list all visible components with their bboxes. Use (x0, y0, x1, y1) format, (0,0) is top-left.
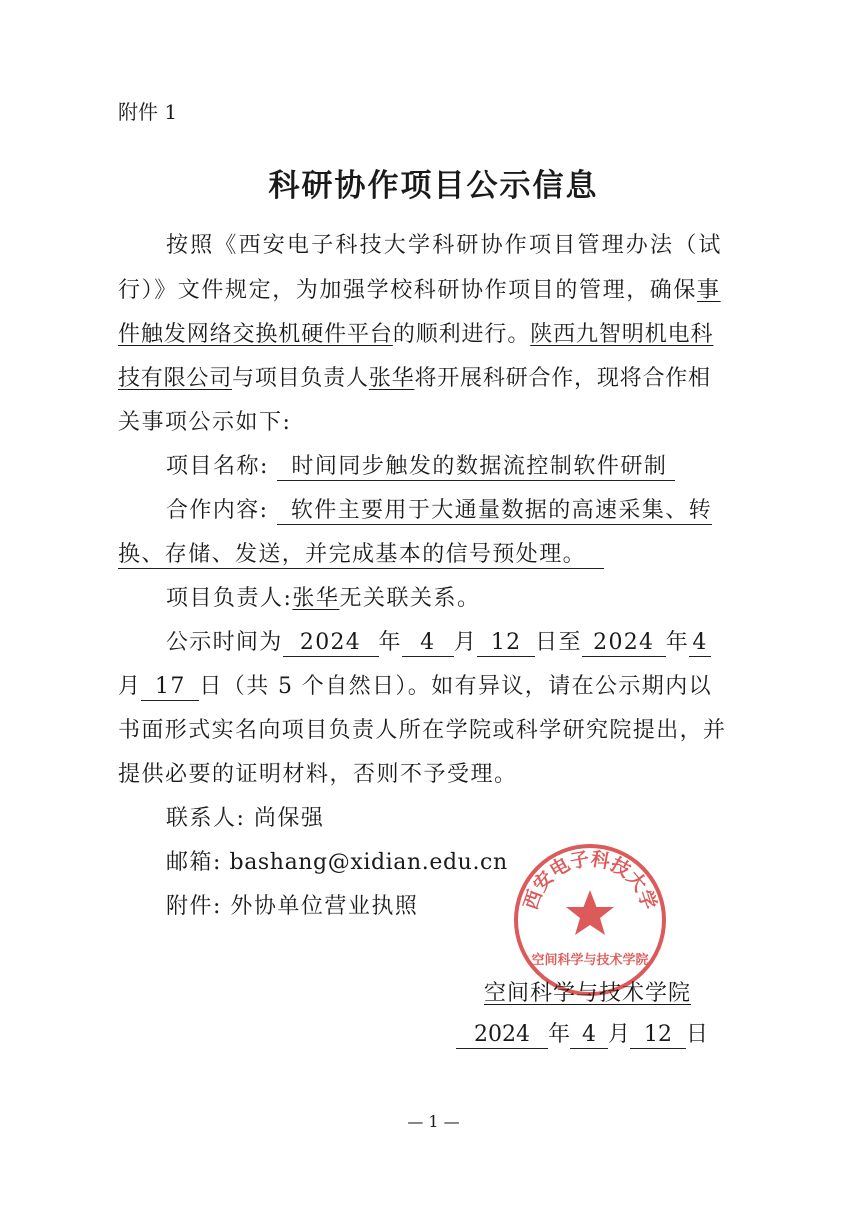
intro-text: 按照《西安电子科技大学科研协作项目管理办法（试 (166, 233, 723, 258)
signature-year: 2024 (456, 1022, 548, 1049)
start-year: 2024 (283, 630, 379, 657)
project-name-value: 时间同步触发的数据流控制软件研制 (277, 454, 675, 481)
company-name-underlined: 陕西九智明机电科 (530, 322, 714, 347)
intro-line-4 (118, 365, 711, 393)
cooperation-row (166, 497, 712, 525)
intro-text: 与项目负责人 (232, 366, 369, 391)
attachment-label: 附件 1 (118, 100, 178, 124)
leader-relation: 无关联关系。 (339, 586, 481, 611)
official-seal-stamp (510, 840, 670, 1000)
annex-row (166, 893, 418, 921)
leader-name: 张华 (292, 586, 340, 611)
period-row-3: 书面形式实名向项目负责人所在学院或科学研究院提出，并 (118, 718, 727, 743)
contact-row (166, 805, 324, 833)
period-prefix: 公示时间为 (166, 630, 283, 655)
cooperation-value-2: 换、存储、发送，并完成基本的信号预处理。 (118, 542, 604, 569)
project-name-label: 项目名称: (166, 454, 269, 479)
intro-line-3 (118, 321, 713, 349)
seal-star-icon (566, 890, 614, 935)
end-month: 4 (689, 630, 711, 657)
leader-row (166, 585, 480, 613)
contact-name: 尚保强 (253, 806, 325, 831)
intro-text: 的顺利进行。 (392, 322, 531, 347)
leader-name-underlined: 张华 (368, 366, 415, 391)
signature-org: 空间科学与技术学院 (484, 981, 692, 1006)
cooperation-value-1: 软件主要用于大通量数据的高速采集、转 (277, 498, 712, 525)
cooperation-label: 合作内容: (166, 498, 269, 523)
day-char: 日 (686, 1022, 709, 1047)
annex-label: 附件: (166, 894, 222, 919)
signature-date (456, 1021, 708, 1049)
contact-label: 联系人: (166, 806, 246, 831)
seal-outer-text: 西安电子科技大学 (519, 848, 661, 913)
page-number: — 1 — (407, 1112, 460, 1131)
seal-inner-text: 空间科学与技术学院 (531, 953, 649, 968)
cooperation-row-2 (118, 541, 604, 569)
signature-day: 12 (630, 1022, 686, 1049)
start-day: 12 (477, 630, 535, 657)
day-to: 日至 (535, 630, 582, 655)
project-name-underlined: 事 (697, 278, 721, 303)
period-row-2 (118, 673, 712, 701)
annex-value: 外协单位营业执照 (230, 894, 419, 919)
intro-line-2 (118, 277, 721, 305)
intro-text: 将开展科研合作，现将合作相 (414, 366, 711, 391)
intro-line-1 (166, 232, 723, 260)
month-char: 月 (118, 674, 142, 699)
month-char: 月 (608, 1022, 631, 1047)
period-row-1 (166, 629, 711, 657)
page-title: 科研协作项目公示信息 (268, 168, 599, 204)
start-month: 4 (402, 630, 454, 657)
email-row (166, 849, 508, 877)
email-address[interactable]: bashang@xidian.edu.cn (229, 850, 508, 875)
month-char: 月 (453, 630, 478, 655)
period-days-text: 日（共 5 个自然日）。如有异议，请在公示期内以 (199, 674, 712, 699)
email-label: 邮箱: (166, 850, 222, 875)
signature-month: 4 (570, 1022, 608, 1049)
intro-text: 行）》文件规定，为加强学校科研协作项目的管理，确保 (118, 278, 698, 303)
year-char: 年 (665, 630, 690, 655)
intro-line-5: 关事项公示如下: (118, 410, 292, 435)
year-char: 年 (378, 630, 402, 655)
company-name-underlined: 技有限公司 (118, 366, 233, 391)
period-row-4: 提供必要的证明材料，否则不予受理。 (118, 762, 518, 787)
end-day: 17 (141, 674, 199, 701)
project-name-underlined: 件触发网络交换机硬件平台 (118, 322, 393, 347)
project-name-row (166, 453, 675, 481)
end-year: 2024 (582, 630, 666, 657)
leader-label: 项目负责人: (166, 586, 293, 611)
year-char: 年 (548, 1022, 571, 1047)
